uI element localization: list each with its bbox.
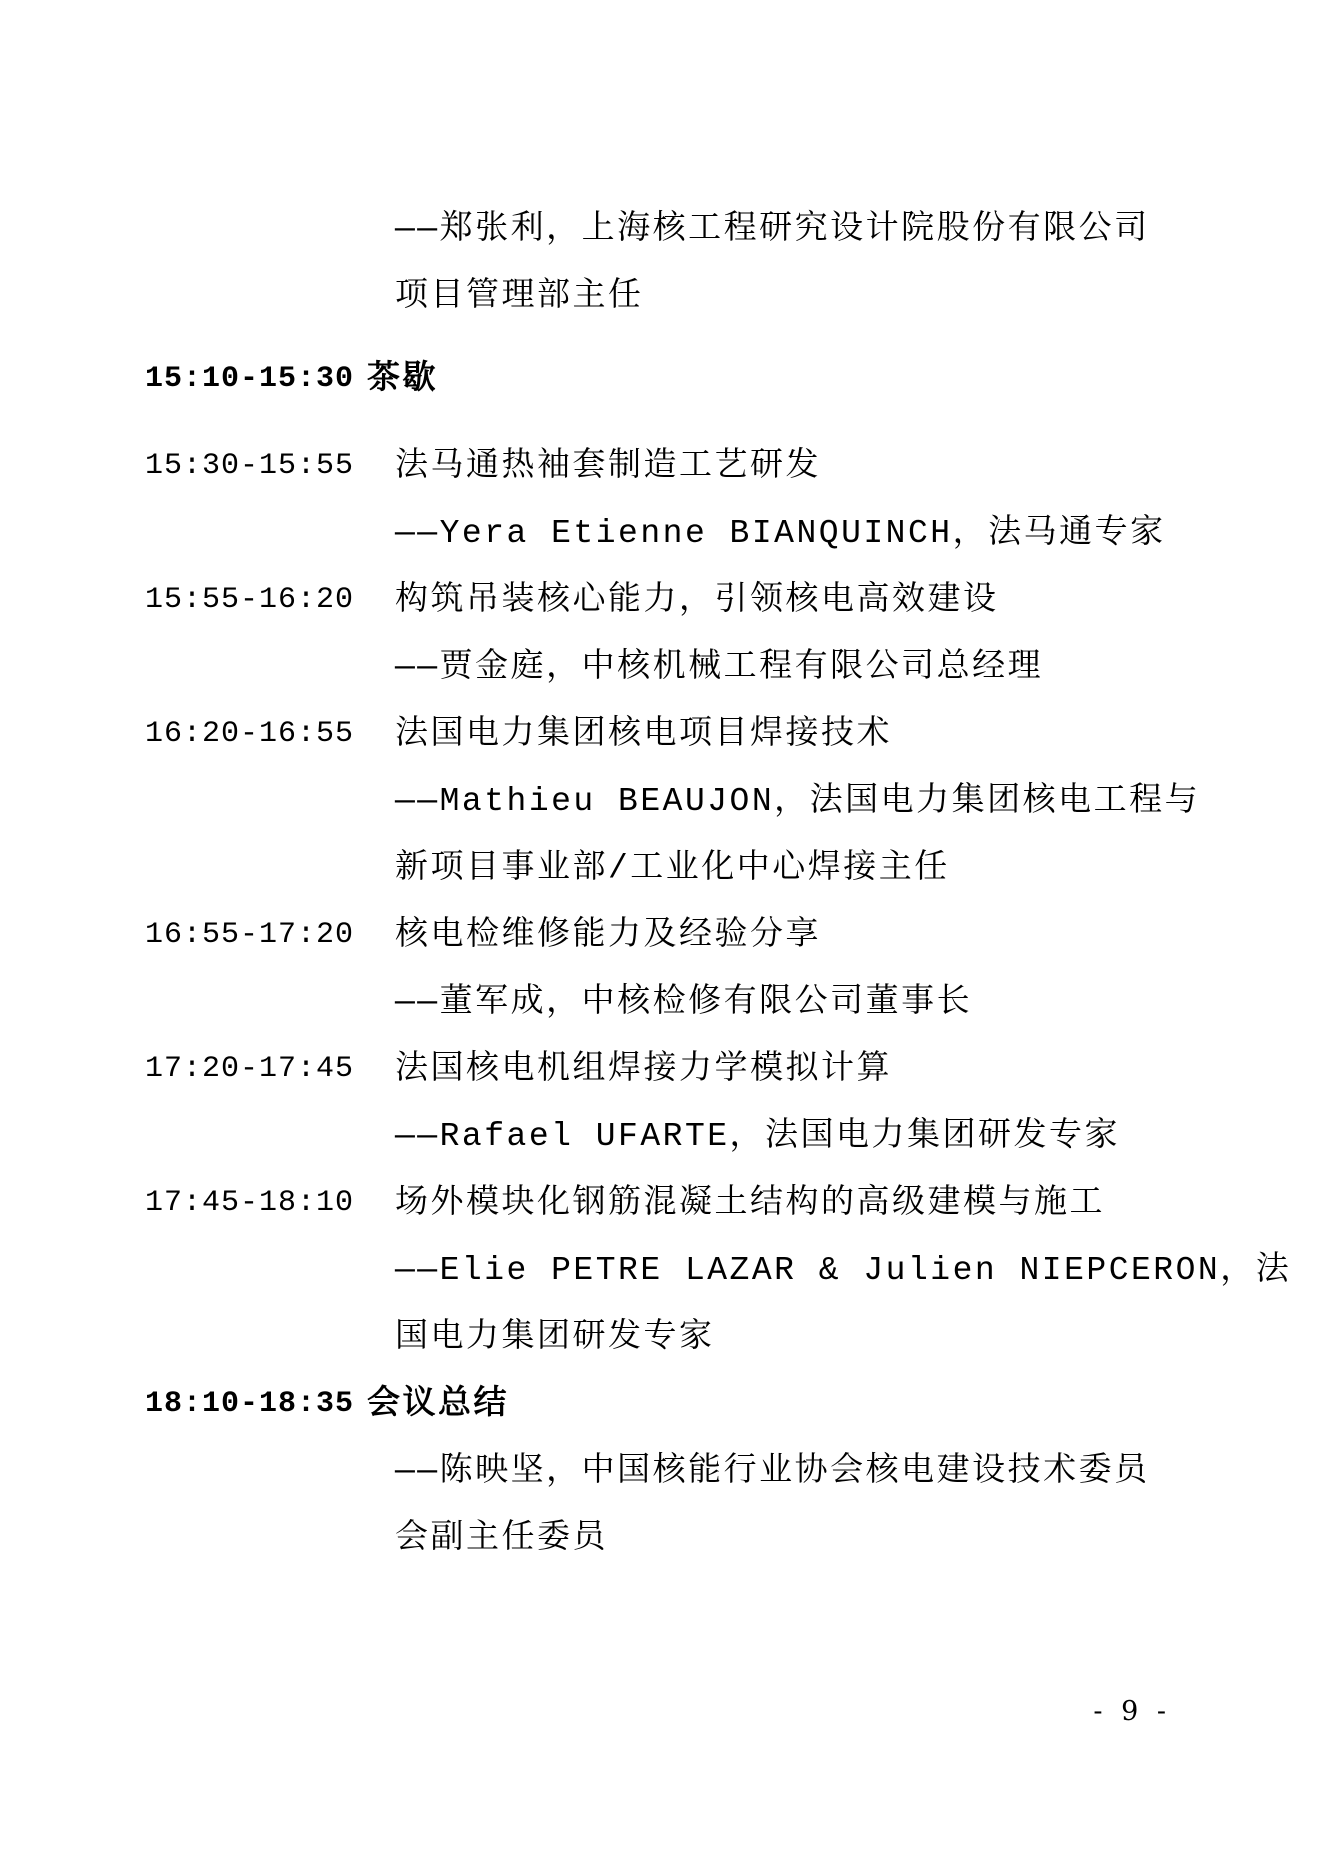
agenda-time: 16:20-16:55 [145,717,355,751]
speaker-line: ——董军成，中核检修有限公司董事长 [395,984,973,1021]
session-heading: 会议总结 [367,1386,509,1423]
speaker-line-row [145,196,1263,263]
session-heading: 茶歇 [367,361,438,398]
agenda-time: 15:30-15:55 [145,449,355,483]
agenda-item-row [145,433,1263,500]
agenda-time [145,263,395,330]
agenda-time: 18:10-18:35 [145,1387,355,1421]
speaker-line-row [145,1103,1263,1170]
page-number: - 9 - [1093,1696,1171,1727]
speaker-line-row [145,1438,1263,1505]
agenda-time [145,768,395,835]
agenda-time [145,196,395,263]
session-title: 法国电力集团核电项目焊接技术 [395,716,892,753]
agenda-time: 15:10-15:30 [145,362,355,396]
speaker-line-row [145,1304,1263,1371]
session-title: 构筑吊装核心能力，引领核电高效建设 [395,582,999,619]
agenda-time [145,500,395,567]
speaker-line-row [145,634,1263,701]
agenda-heading-row [145,1371,1263,1438]
agenda-schedule [145,196,1292,1572]
agenda-time [145,1304,395,1371]
speaker-line-row [145,969,1263,1036]
speaker-line-continued: 新项目事业部/工业化中心焊接主任 [395,850,950,887]
agenda-time [145,1505,395,1572]
agenda-time: 17:45-18:10 [145,1186,355,1220]
agenda-time [145,969,395,1036]
agenda-time: 15:55-16:20 [145,583,355,617]
agenda-time [145,634,395,701]
speaker-line-row [145,835,1263,902]
speaker-line-row [145,768,1263,835]
agenda-item-row [145,1170,1263,1237]
session-title: 法马通热袖套制造工艺研发 [395,448,821,485]
speaker-line-row [145,263,1263,330]
speaker-line-row [145,1505,1263,1572]
agenda-time: 17:20-17:45 [145,1052,355,1086]
speaker-line: ——贾金庭，中核机械工程有限公司总经理 [395,649,1044,686]
session-title: 法国核电机组焊接力学模拟计算 [395,1051,892,1088]
speaker-line-row [145,1237,1292,1304]
speaker-line: ——陈映坚，中国核能行业协会核电建设技术委员 [395,1453,1150,1490]
agenda-item-row [145,567,1263,634]
speaker-line: ——Elie PETRE LAZAR & Julien NIEPCERON，法 [395,1252,1292,1289]
speaker-line: ——Rafael UFARTE，法国电力集团研发专家 [395,1118,1121,1155]
agenda-item-row [145,902,1263,969]
session-title: 核电检维修能力及经验分享 [395,917,821,954]
speaker-line-continued: 国电力集团研发专家 [395,1319,715,1356]
agenda-time: 16:55-17:20 [145,918,355,952]
session-title: 场外模块化钢筋混凝土结构的高级建模与施工 [395,1185,1105,1222]
agenda-item-row [145,701,1263,768]
speaker-line: ——Yera Etienne BIANQUINCH，法马通专家 [395,515,1166,552]
agenda-time [145,1438,395,1505]
agenda-time [145,1103,395,1170]
speaker-line: ——Mathieu BEAUJON，法国电力集团核电工程与 [395,783,1201,820]
speaker-line-continued: 会副主任委员 [395,1520,608,1557]
speaker-line-continued: 项目管理部主任 [395,278,644,315]
agenda-item-row [145,1036,1263,1103]
speaker-line: ——郑张利，上海核工程研究设计院股份有限公司 [395,211,1150,248]
agenda-heading-row [145,346,1263,413]
agenda-time [145,835,395,902]
agenda-time [145,1237,395,1304]
speaker-line-row [145,500,1263,567]
